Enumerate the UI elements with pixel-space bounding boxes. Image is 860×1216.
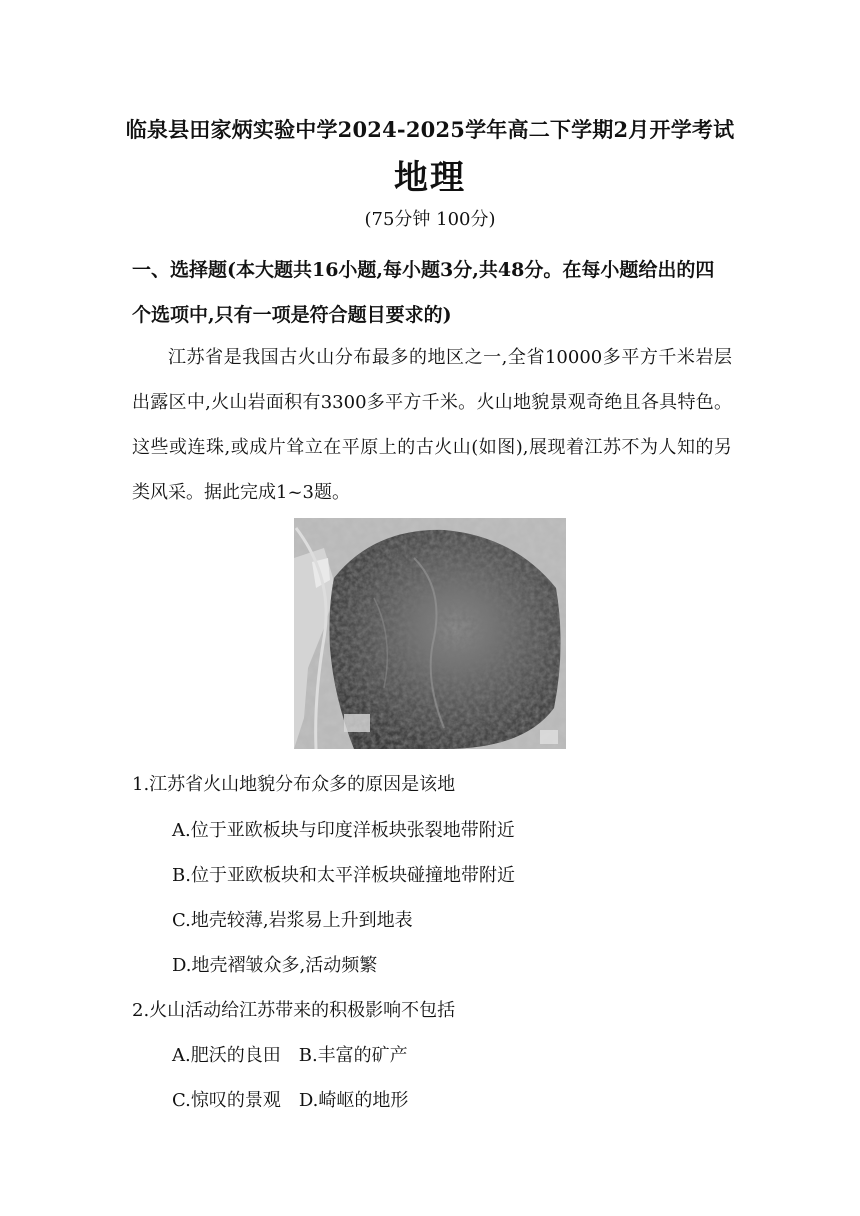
question-1-option-d: D.地壳褶皱众多,活动频繁 [172, 955, 378, 976]
subject-title: 地理 [394, 158, 466, 198]
question-2-options-row-1 [172, 1041, 408, 1067]
question-2-option-d: D.崎岖的地形 [298, 1090, 409, 1111]
question-1-stem: 1.江苏省火山地貌分布众多的原因是该地 [132, 774, 456, 795]
question-1-option-a: A.位于亚欧板块与印度洋板块张裂地带附近 [172, 820, 515, 841]
volcano-hill-aerial-photo-icon [294, 518, 566, 749]
section-heading: 一、选择题(本大题共16小题,每小题3分,共48分。在每小题给出的四个选项中,只有一项是符合题目要求的) [132, 259, 715, 326]
time-score: (75分钟 100分) [364, 209, 496, 230]
question-2-option-b: B.丰富的矿产 [298, 1045, 408, 1066]
question-2-option-a: A.肥沃的良田 [172, 1045, 281, 1066]
question-2-options-row-2 [172, 1086, 408, 1112]
question-1-option-c: C.地壳较薄,岩浆易上升到地表 [172, 910, 413, 931]
exam-title: 临泉县田家炳实验中学2024-2025学年高二下学期2月开学考试 [125, 117, 735, 142]
question-2-stem: 2.火山活动给江苏带来的积极影响不包括 [132, 1000, 456, 1021]
passage-text: 江苏省是我国古火山分布最多的地区之一,全省10000多平方千米岩层出露区中,火山岩面积有3300多平方千米。火山地貌景观奇绝且各具特色。这些或连珠,或成片耸立在平原上的古火山(如图),展现着江苏不为人知的另类风采。据此完成1~3题。 [132, 347, 732, 503]
question-1-option-b: B.位于亚欧板块和太平洋板块碰撞地带附近 [172, 865, 515, 886]
question-2-option-c: C.惊叹的景观 [172, 1090, 281, 1111]
